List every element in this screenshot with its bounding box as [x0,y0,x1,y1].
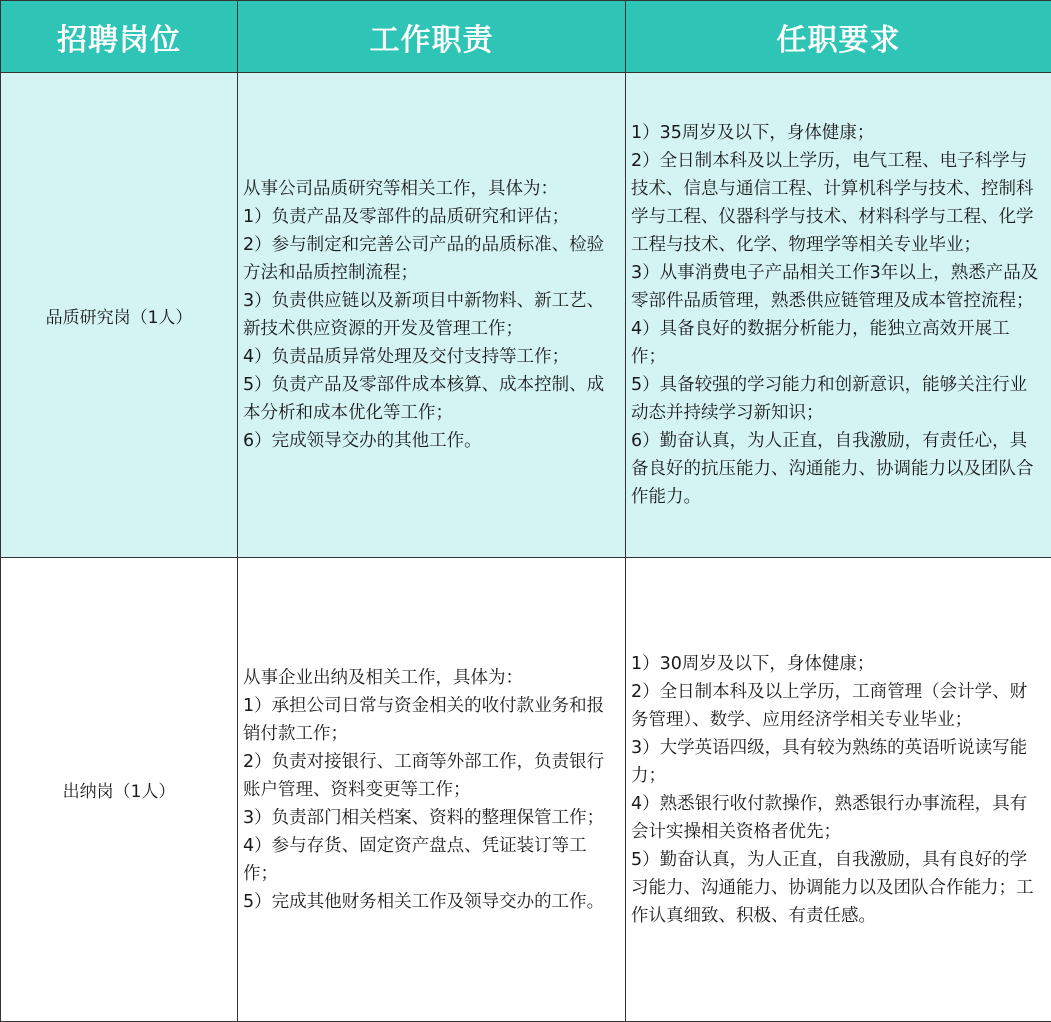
duty-line: 从事公司品质研究等相关工作，具体为： [243,175,613,203]
duty-line: 2）负责对接银行、工商等外部工作，负责银行账户管理、资料变更等工作； [243,748,613,804]
position-cell: 品质研究岗（1人） [1,73,238,558]
requirements-cell [626,558,1051,1022]
requirement-line: 6）勤奋认真，为人正直，自我激励，有责任心，具备良好的抗压能力、沟通能力、协调能力以及团队合作能力。 [631,427,1043,511]
duty-line: 从事企业出纳及相关工作，具体为： [243,664,613,692]
header-position: 招聘岗位 [1,1,238,73]
duty-line: 1）承担公司日常与资金相关的收付款业务和报销付款工作； [243,692,613,748]
duty-line: 4）参与存货、固定资产盘点、凭证装订等工作； [243,832,613,888]
requirement-line: 5）具备较强的学习能力和创新意识，能够关注行业动态并持续学习新知识； [631,371,1043,427]
requirement-line: 1）35周岁及以下，身体健康； [631,119,1043,147]
requirement-line: 5）勤奋认真，为人正直，自我激励，具有良好的学习能力、沟通能力、协调能力以及团队合作能力；工作认真细致、积极、有责任感。 [631,846,1043,930]
duty-line: 4）负责品质异常处理及交付支持等工作； [243,343,613,371]
duty-line: 3）负责部门相关档案、资料的整理保管工作； [243,804,613,832]
table-row-quality [1,73,1051,558]
duty-line: 5）完成其他财务相关工作及领导交办的工作。 [243,888,613,916]
requirement-line: 1）30周岁及以下，身体健康； [631,650,1043,678]
requirement-line: 2）全日制本科及以上学历，电气工程、电子科学与技术、信息与通信工程、计算机科学与技术、控制科学与工程、仪器科学与技术、材料科学与工程、化学工程与技术、化学、物理学等相关专业毕业； [631,147,1043,259]
duties-cell [238,558,626,1022]
duty-line: 5）负责产品及零部件成本核算、成本控制、成本分析和成本优化等工作； [243,371,613,427]
header-row [1,1,1051,73]
requirement-line: 4）具备良好的数据分析能力，能独立高效开展工作； [631,315,1043,371]
duty-line: 3）负责供应链以及新项目中新物料、新工艺、新技术供应资源的开发及管理工作； [243,287,613,343]
requirement-line: 3）大学英语四级，具有较为熟练的英语听说读写能力； [631,734,1043,790]
position-cell: 出纳岗（1人） [1,558,238,1022]
duty-line: 1）负责产品及零部件的品质研究和评估； [243,203,613,231]
header-duties: 工作职责 [238,1,626,73]
requirement-line: 3）从事消费电子产品相关工作3年以上，熟悉产品及零部件品质管理，熟悉供应链管理及成本管控流程； [631,259,1043,315]
header-requirements: 任职要求 [626,1,1051,73]
requirement-line: 2）全日制本科及以上学历，工商管理（会计学、财务管理）、数学、应用经济学相关专业毕业； [631,678,1043,734]
duty-line: 6）完成领导交办的其他工作。 [243,427,613,455]
duty-line: 2）参与制定和完善公司产品的品质标准、检验方法和品质控制流程； [243,231,613,287]
table-row-cashier [1,558,1051,1022]
requirements-cell [626,73,1051,558]
duties-cell [238,73,626,558]
requirement-line: 4）熟悉银行收付款操作，熟悉银行办事流程，具有会计实操相关资格者优先； [631,790,1043,846]
